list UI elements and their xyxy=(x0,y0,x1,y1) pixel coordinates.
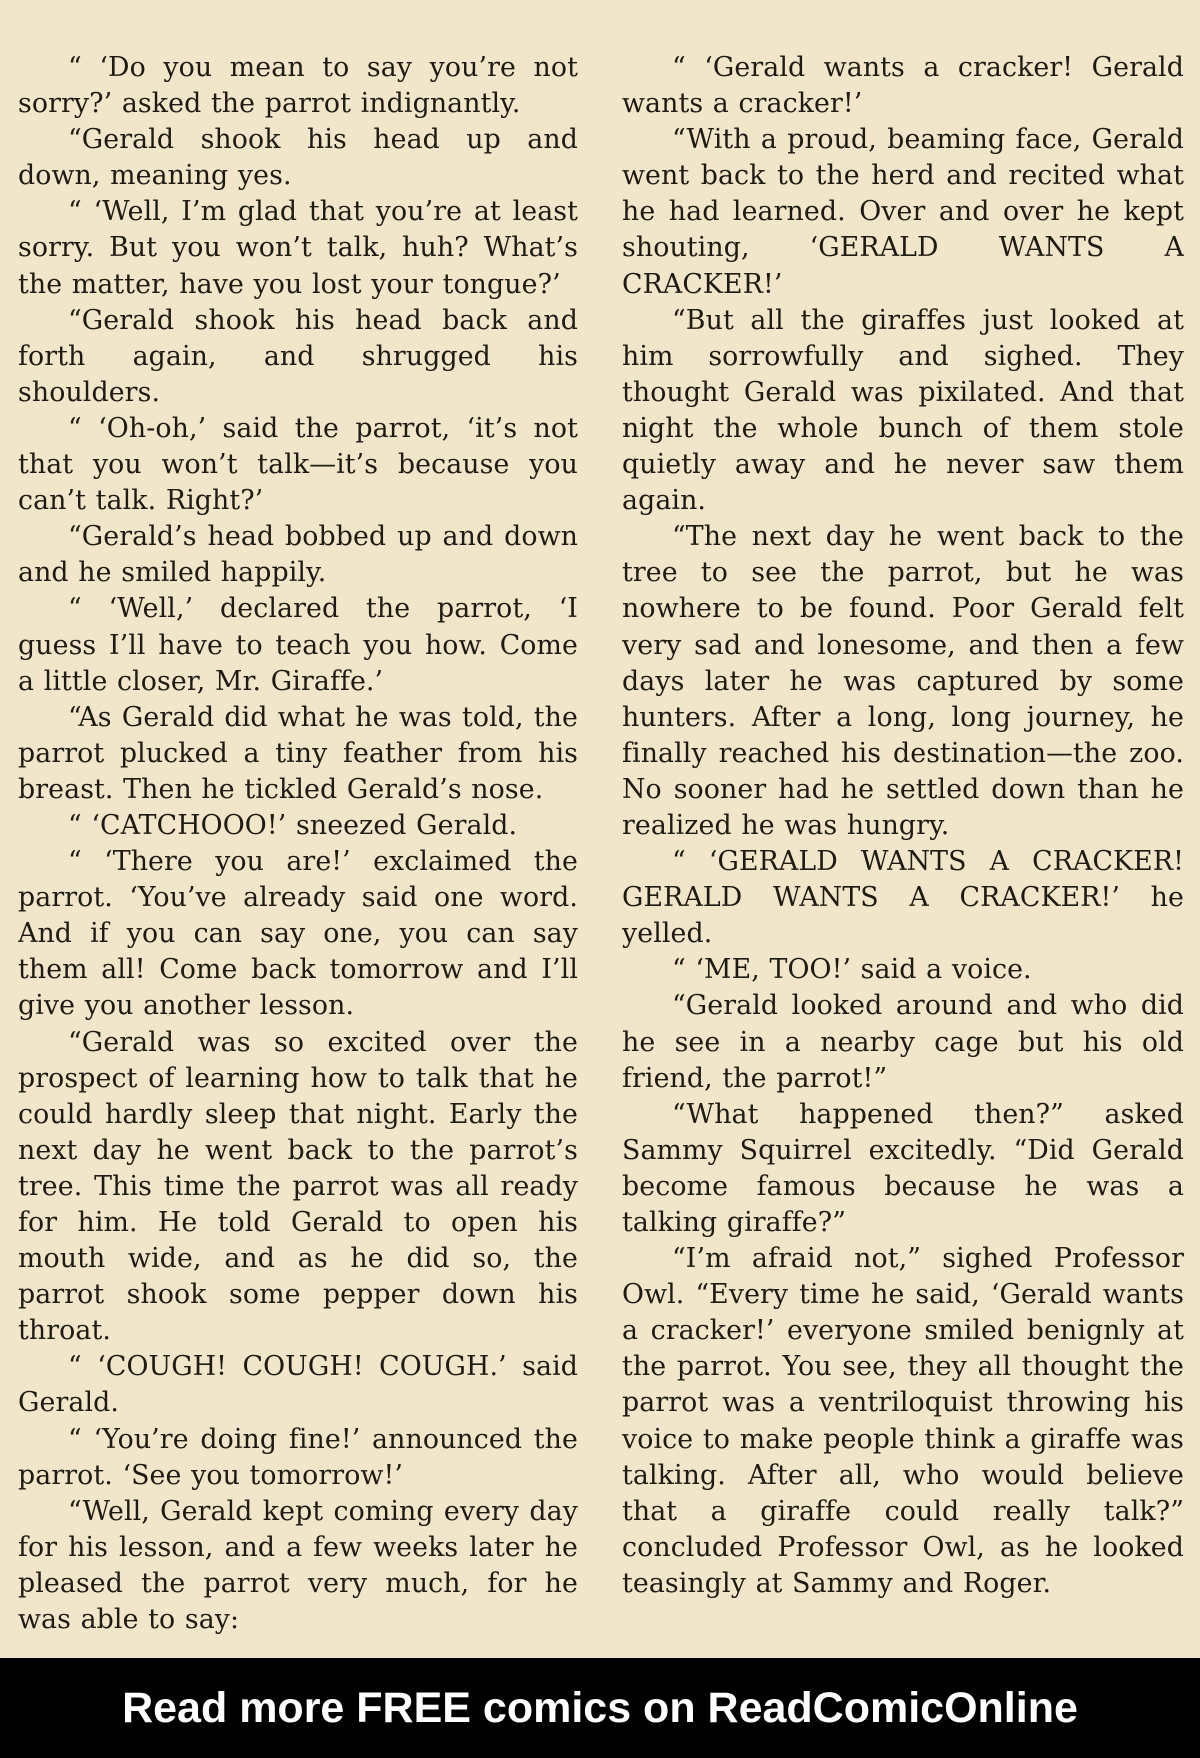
paragraph: “Gerald’s head bobbed up and down and he smiled happily. xyxy=(18,521,578,589)
paragraph: “The next day he went back to the tree to see the parrot, but he was nowhere to be found. Poor Gerald felt very sad and lonesome, and then a few days later he was captured by some hunters. After a long, long journey, he finally reached his destination—the zoo. No sooner had he settled down than he realized he was hungry. xyxy=(622,521,1184,841)
paragraph: “ ‘Well, I’m glad that you’re at least sorry. But you won’t talk, huh? What’s the matter, have you lost your tongue?’ xyxy=(18,196,578,300)
paragraph: “With a proud, beaming face, Gerald went back to the herd and recited what he had learned. Over and over he kept shouting, ‘GERALD WANTS A CRACKER!’ xyxy=(622,124,1184,300)
paragraph: “ ‘GERALD WANTS A CRACKER! GERALD WANTS A CRACKER!’ he yelled. xyxy=(622,846,1184,950)
paragraph: “Gerald shook his head up and down, meaning yes. xyxy=(18,124,578,192)
paragraph: “ ‘COUGH! COUGH! COUGH.’ said Gerald. xyxy=(18,1351,578,1419)
left-text-column xyxy=(18,50,578,1650)
paragraph: “Gerald looked around and who did he see in a nearby cage but his old friend, the parrot!” xyxy=(622,990,1184,1094)
paragraph: “What happened then?” asked Sammy Squirrel excitedly. “Did Gerald become famous because he was a talking giraffe?” xyxy=(622,1098,1184,1238)
paragraph: “Well, Gerald kept coming every day for his lesson, and a few weeks later he pleased the parrot very much, for he was able to say: xyxy=(18,1495,578,1636)
paragraph: “ ‘Well,’ declared the parrot, ‘I guess I’ll have to teach you how. Come a little closer, Mr. Giraffe.’ xyxy=(18,593,578,697)
paragraph: “ ‘You’re doing fine!’ announced the parrot. ‘See you tomorrow!’ xyxy=(18,1423,578,1491)
paragraph: “As Gerald did what he was told, the parrot plucked a tiny feather from his breast. Then he tickled Gerald’s nose. xyxy=(18,701,578,805)
paragraph: “ ‘There you are!’ exclaimed the parrot. ‘You’ve already said one word. And if you can say one, you can say them all! Come back tomorrow and I’ll give you another lesson. xyxy=(18,846,578,1022)
promo-banner[interactable]: Read more FREE comics on ReadComicOnline xyxy=(0,1658,1200,1758)
paragraph: “Gerald was so excited over the prospect of learning how to talk that he could hardly sleep that night. Early the next day he went back to the parrot’s tree. This time the parrot was all ready for him. He told Gerald to open his mouth wide, and as he did so, the parrot shook some pepper down his throat. xyxy=(18,1026,578,1347)
paragraph: “But all the giraffes just looked at him sorrowfully and sighed. They thought Gerald was pixilated. And that night the whole bunch of them stole quietly away and he never saw them again. xyxy=(622,304,1184,517)
paragraph: “ ‘Oh-oh,’ said the parrot, ‘it’s not that you won’t talk—it’s because you can’t talk. Right?’ xyxy=(18,412,578,517)
paragraph: “ ‘CATCHOOO!’ sneezed Gerald. xyxy=(68,809,518,841)
right-text-column xyxy=(622,50,1184,1650)
paragraph: “ ‘ME, TOO!’ said a voice. xyxy=(672,954,1032,986)
paragraph: “Gerald shook his head back and forth again, and shrugged his shoulders. xyxy=(18,304,578,408)
paragraph: “I’m afraid not,” sighed Professor Owl. “Every time he said, ‘Gerald wants a cracker!’ everyone smiled benignly at the parrot. You see, they all thought the parrot was a ventriloquist throwing his voice to make people think a giraffe was talking. After all, who would believe that a giraffe could really talk?” concluded Professor Owl, as he looked teasingly at Sammy and Roger. xyxy=(622,1243,1184,1599)
paragraph: “ ‘Do you mean to say you’re not sorry?’ asked the parrot indignantly. xyxy=(18,52,578,120)
paragraph: “ ‘Gerald wants a cracker! Gerald wants a cracker!’ xyxy=(622,52,1184,120)
